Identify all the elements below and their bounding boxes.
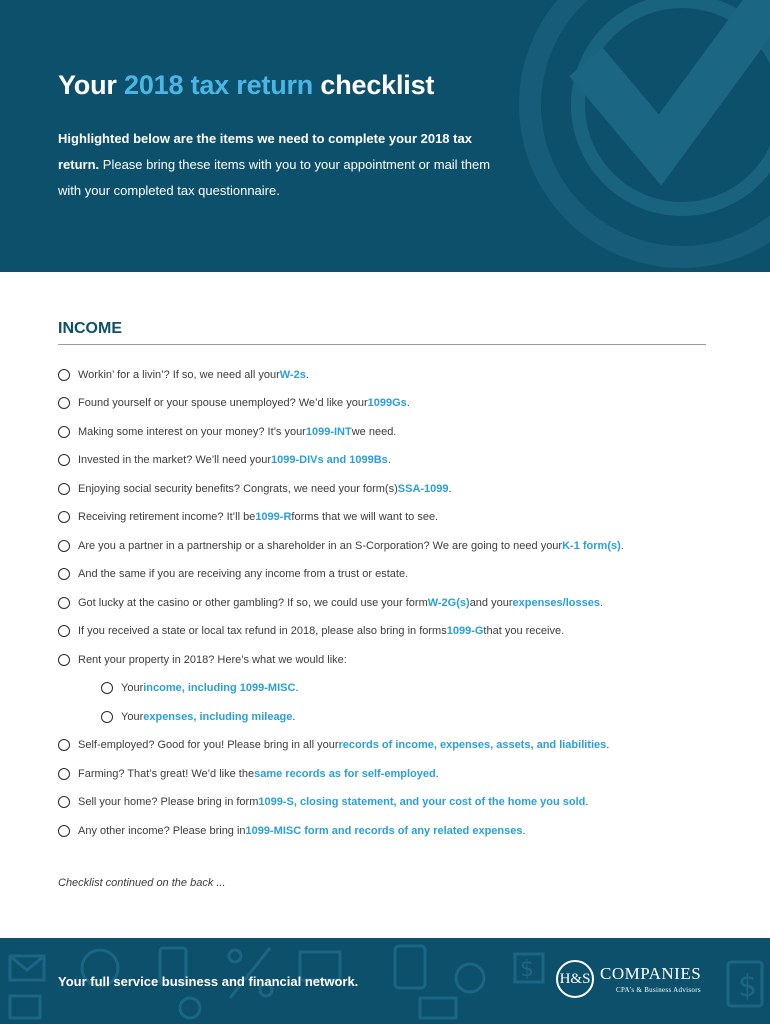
- footer-tagline: Your full service business and financial network.: [58, 974, 359, 989]
- svg-text:$: $: [520, 957, 534, 982]
- radio-circle-icon[interactable]: [58, 483, 70, 495]
- checklist-item-ssa1099: Enjoying social security benefits? Congrats, we need your form(s) SSA-1099 .: [58, 479, 452, 499]
- intro-text: [58, 126, 498, 204]
- title-highlight: 2018 tax return: [124, 70, 314, 100]
- section-divider: [58, 344, 706, 345]
- checklist-item-refund: If you received a state or local tax refund in 2018, please also bring in forms 1099-G that you receive.: [58, 621, 564, 641]
- radio-circle-icon[interactable]: [58, 739, 70, 751]
- radio-circle-icon[interactable]: [101, 711, 113, 723]
- checklist-item-farming: Farming? That’s great! We’d like the same records as for self-employed .: [58, 764, 439, 784]
- checklist-item-1099g: Found yourself or your spouse unemployed? We’d like your 1099Gs .: [58, 393, 410, 413]
- checklist-item-trust: And the same if you are receiving any income from a trust or estate.: [58, 564, 408, 584]
- radio-circle-icon[interactable]: [58, 397, 70, 409]
- logo-name: COMPANIES: [600, 964, 702, 983]
- intro-rest: Please bring these items with you to your appointment or mail them with your completed tax questionnaire.: [58, 157, 491, 198]
- checklist-item-self-employed: Self-employed? Good for you! Please bring in all your records of income, expenses, assets, and liabilities .: [58, 735, 609, 755]
- checklist-item-gambling: Got lucky at the casino or other gambling? If so, we could use your form W-2G(s) and your expenses/losses .: [58, 593, 603, 613]
- checklist-item-other-income: Any other income? Please bring in 1099-MISC form and records of any related expenses .: [58, 821, 526, 841]
- income-heading: INCOME: [58, 320, 122, 337]
- logo-subtitle: CPA’s & Business Advisors: [616, 986, 701, 994]
- radio-circle-icon[interactable]: [58, 540, 70, 552]
- logo-mark: H&S: [556, 960, 594, 998]
- checklist-item-home-sale: Sell your home? Please bring in form 1099-S, closing statement, and your cost of the home you sold .: [58, 792, 588, 812]
- radio-circle-icon[interactable]: [58, 597, 70, 609]
- checklist-item-rental: Rent your property in 2018? Here’s what we would like:: [58, 650, 347, 670]
- radio-circle-icon[interactable]: [58, 426, 70, 438]
- checklist-subitem-rental-expenses: Your expenses, including mileage .: [101, 707, 295, 727]
- radio-circle-icon[interactable]: [58, 369, 70, 381]
- company-logo: [556, 958, 716, 1004]
- radio-circle-icon[interactable]: [58, 768, 70, 780]
- svg-text:$: $: [738, 969, 758, 1004]
- checklist-item-1099r: Receiving retirement income? It’ll be 1099-R forms that we will want to see.: [58, 507, 438, 527]
- checklist-item-1099div: Invested in the market? We’ll need your 1099-DIVs and 1099Bs .: [58, 450, 391, 470]
- checklist-item-k1: Are you a partner in a partnership or a shareholder in an S-Corporation? We are going to need your K-1 form(s) .: [58, 536, 624, 556]
- radio-circle-icon[interactable]: [101, 682, 113, 694]
- checklist-item-w2: Workin’ for a livin’? If so, we need all your W-2s .: [58, 365, 309, 385]
- radio-circle-icon[interactable]: [58, 511, 70, 523]
- radio-circle-icon[interactable]: [58, 625, 70, 637]
- footer-banner: [0, 938, 770, 1024]
- intro-bold: Highlighted below are the items we need to complete your 2018 tax return.: [58, 131, 472, 172]
- radio-circle-icon[interactable]: [58, 454, 70, 466]
- checklist-subitem-rental-income: Your income, including 1099-MISC .: [101, 678, 299, 698]
- header-banner: [0, 0, 770, 272]
- radio-circle-icon[interactable]: [58, 796, 70, 808]
- radio-circle-icon[interactable]: [58, 825, 70, 837]
- page-title: Your 2018 tax return checklist: [58, 70, 435, 100]
- checklist-item-1099int: Making some interest on your money? It’s your 1099-INT we need.: [58, 422, 396, 442]
- radio-circle-icon[interactable]: [58, 654, 70, 666]
- continued-note: Checklist continued on the back ...: [58, 877, 226, 889]
- radio-circle-icon[interactable]: [58, 568, 70, 580]
